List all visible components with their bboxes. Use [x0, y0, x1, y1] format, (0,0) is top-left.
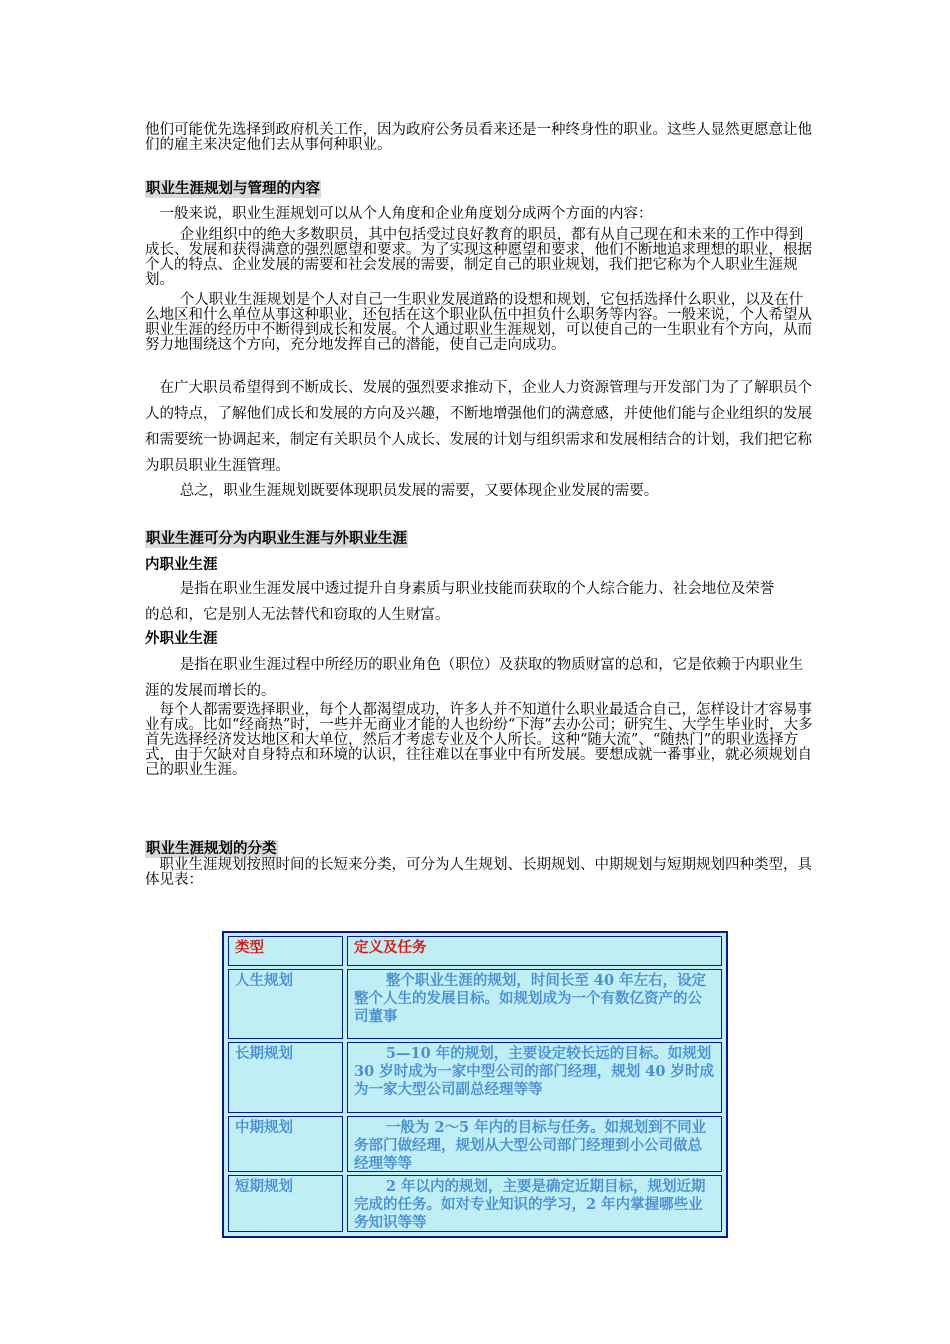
paragraph-inner: 是指在职业生涯发展中透过提升自身素质与职业技能而获取的个人综合能力、社会地位及荣誉的总和，它是别人无法替代和窃取的人生财富。: [145, 581, 775, 623]
subheading-inner: 内职业生涯: [145, 556, 218, 573]
table-cell-type: 长期规划: [228, 1042, 343, 1113]
paragraph-outer: 是指在职业生涯过程中所经历的职业角色（职位）及获取的物质财富的总和，它是依赖于内职业生涯的发展而增长的。: [145, 657, 804, 699]
planning-types-table: [222, 931, 728, 1238]
paragraph-general: 一般来说，职业生涯规划可以从个人角度和企业角度划分成两个方面的内容：: [159, 206, 653, 222]
table-cell-definition: 一般为 2～5 年内的目标与任务。如规划到不同业务部门做经理，规划从大型公司部门经理到小公司做总经理等等: [347, 1116, 722, 1172]
subheading-outer: 外职业生涯: [145, 630, 218, 647]
table-row: [228, 1116, 722, 1172]
heading-types: 职业生涯规划的分类: [146, 840, 277, 857]
table-cell-definition: 2 年以内的规划，主要是确定近期目标，规划近期完成的任务。如对专业知识的学习，2 年内掌握哪些业务知识等等: [347, 1175, 722, 1232]
paragraph-everyone: 每个人都需要选择职业，每个人都渴望成功，许多人并不知道什么职业最适合自己，怎样设计才容易事业有成。比如“经商热”时，一些并无商业才能的人也纷纷“下海”去办公司；研究生、大学生毕业时，大多首先选择经济发达地区和大单位，然后才考虑专业及个人所长。这种“随大流”、“随热门”的职业选择方式，由于欠缺对自身特点和环境的认识，往往难以在事业中有所发展。要想成就一番事业，就必须规划自己的职业生涯。: [145, 702, 813, 778]
table-header-type: 类型: [228, 936, 343, 966]
paragraph-summary: 总之，职业生涯规划既要体现职员发展的需要，又要体现企业发展的需要。: [179, 483, 659, 499]
paragraph-personal: 个人职业生涯规划是个人对自己一生职业发展道路的设想和规划，它包括选择什么职业，以及在什么地区和什么单位从事这种职业，还包括在这个职业队伍中担负什么职务等内容。一般来说，个人希望从职业生涯的经历中不断得到成长和发展。个人通过职业生涯规划，可以使自己的一生职业有个方向，从而努力地围绕这个方向，充分地发挥自己的潜能，使自己走向成功。: [145, 292, 812, 353]
table-cell-type: 短期规划: [228, 1175, 343, 1232]
table-header-definition: 定义及任务: [347, 936, 722, 966]
table-row: [228, 1042, 722, 1113]
table-cell-type: 中期规划: [228, 1116, 343, 1172]
paragraph-types: 职业生涯规划按照时间的长短来分类，可分为人生规划、长期规划、中期规划与短期规划四种类型，具体见表：: [145, 857, 812, 888]
intro-paragraph: 他们可能优先选择到政府机关工作，因为政府公务员看来还是一种终身性的职业。这些人显然更愿意让他们的雇主来决定他们去从事何种职业。: [145, 122, 812, 153]
heading-inner-outer: 职业生涯可分为内职业生涯与外职业生涯: [146, 530, 407, 547]
table-cell-definition: 5—10 年的规划，主要设定较长远的目标。如规划 30 岁时成为一家中型公司的部门经理，规划 40 岁时成为一家大型公司副总经理等等: [347, 1042, 722, 1113]
table-header-row: [228, 936, 722, 966]
table-cell-definition: 整个职业生涯的规划，时间长至 40 年左右，设定整个人生的发展目标。如规划成为一个有数亿资产的公司董事: [347, 969, 722, 1039]
table-row: [228, 969, 722, 1039]
heading-content: 职业生涯规划与管理的内容: [146, 180, 320, 197]
paragraph-hr: 在广大职员希望得到不断成长、发展的强烈要求推动下，企业人力资源管理与开发部门为了了解职员个人的特点，了解他们成长和发展的方向及兴趣，不断地增强他们的满意感，并使他们能与企业组织的发展和需要统一协调起来，制定有关职员个人成长、发展的计划与组织需求和发展相结合的计划，我们把它称为职员职业生涯管理。: [145, 380, 812, 474]
paragraph-staff: 企业组织中的绝大多数职员，其中包括受过良好教育的职员，都有从自己现在和未来的工作中得到成长、发展和获得满意的强烈愿望和要求。为了实现这种愿望和要求，他们不断地追求理想的职业，根据个人的特点、企业发展的需要和社会发展的需要，制定自己的职业规划，我们把它称为个人职业生涯规划。: [145, 227, 812, 288]
table-cell-type: 人生规划: [228, 969, 343, 1039]
table-row: [228, 1175, 722, 1232]
